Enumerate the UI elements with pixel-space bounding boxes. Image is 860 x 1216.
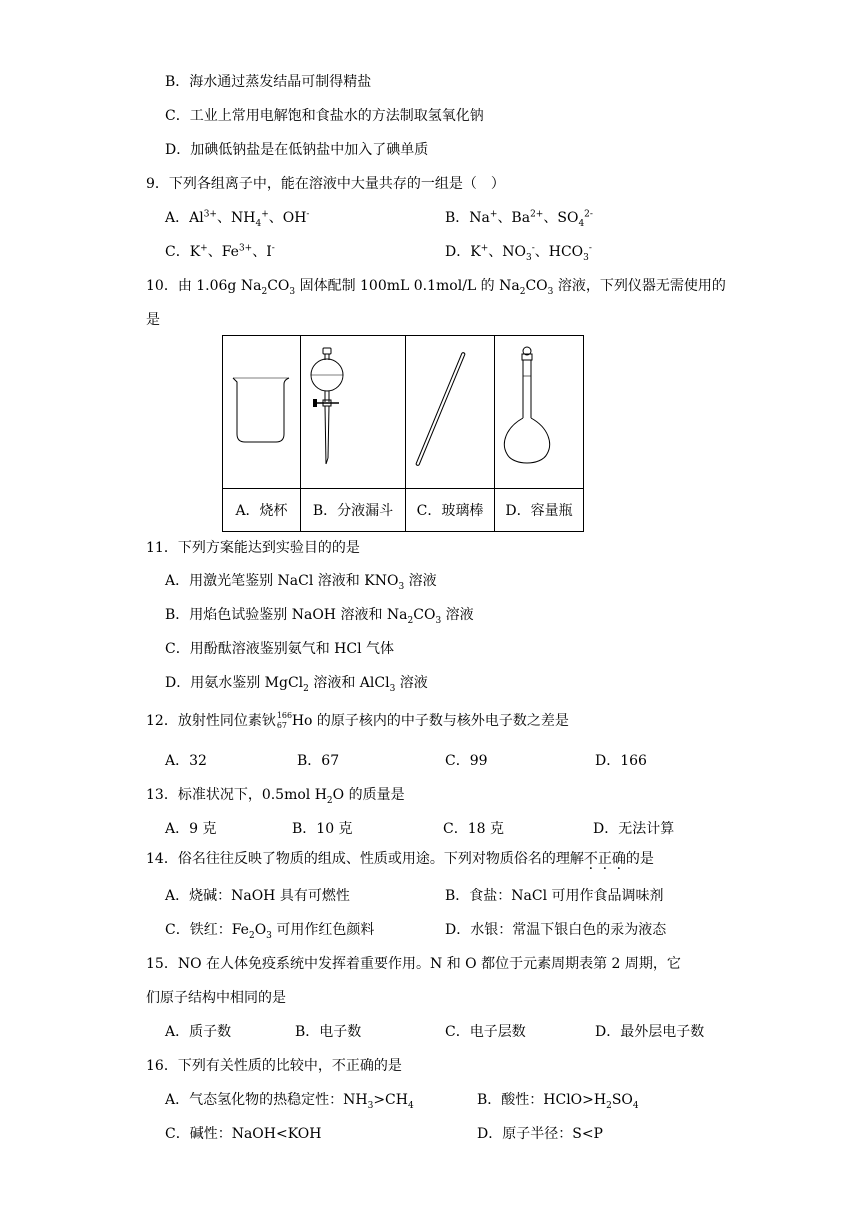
q10-stem-line2: 是 bbox=[146, 312, 160, 328]
q15-option-d: D．最外层电子数 bbox=[595, 1024, 705, 1040]
emphasis-dot-2: 正 bbox=[597, 851, 612, 867]
q12-stem: 12．放射性同位素钬 166 67 Ho 的原子核内的中子数与核外电子数之差是 bbox=[146, 711, 569, 730]
q13-option-a: A．9 克 bbox=[165, 821, 217, 837]
q9-option-a: A．$Al^{3+}$、$NH_4^+$、OH- bbox=[165, 209, 310, 229]
q13-option-b: B．10 克 bbox=[292, 821, 353, 837]
emphasis-dot-3: 确 bbox=[611, 851, 626, 867]
caption-d: D．容量瓶 bbox=[495, 489, 584, 532]
q16-option-d: D．原子半径：S<P bbox=[477, 1126, 603, 1142]
q13-option-c: C．18 克 bbox=[443, 821, 504, 837]
apparatus-table bbox=[222, 335, 584, 532]
q15-option-a: A．质子数 bbox=[165, 1024, 232, 1040]
emphasis-dot-1: 不 bbox=[583, 851, 598, 867]
q15-option-c: C．电子层数 bbox=[445, 1024, 526, 1040]
q8-option-d: D．加碘低钠盐是在低钠盐中加入了碘单质 bbox=[165, 142, 429, 158]
q9-option-d: D．K+、$NO_3^-$、$HCO_3^-$ bbox=[445, 243, 592, 263]
glass-rod-icon bbox=[406, 336, 494, 484]
q15-stem-line1: 15．NO 在人体免疫系统中发挥着重要作用。N 和 O 都位于元素周期表第 2 周期，它 bbox=[146, 956, 681, 972]
q9-stem: 9．下列各组离子中，能在溶液中大量共存的一组是（ ） bbox=[146, 176, 505, 192]
q14-option-b: B．食盐：NaCl 可用作食品调味剂 bbox=[445, 888, 664, 904]
isotope-notation: 166 67 bbox=[276, 711, 293, 730]
q16-option-a: A．气态氢化物的热稳定性：$NH_3>CH_4$ bbox=[165, 1092, 414, 1111]
beaker-icon bbox=[223, 336, 300, 484]
separatory-funnel-icon bbox=[301, 336, 405, 484]
q8-option-c: C．工业上常用电解饱和食盐水的方法制取氢氧化钠 bbox=[165, 108, 484, 124]
q14-stem: 14．俗名往往反映了物质的组成、性质或用途。下列对物质俗名的理解不正确的是 bbox=[146, 851, 654, 867]
q11-option-c: C．用酚酞溶液鉴别氨气和 HCl 气体 bbox=[165, 641, 395, 657]
q8-option-b: B．海水通过蒸发结晶可制得精盐 bbox=[165, 74, 372, 90]
q15-stem-line2: 们原子结构中相同的是 bbox=[146, 990, 286, 1006]
volumetric-flask-icon bbox=[495, 336, 583, 484]
q9-option-c: C．K+、$Fe^{3+}$、I- bbox=[165, 243, 275, 260]
beaker-cell bbox=[223, 336, 301, 489]
q12-option-c: C．99 bbox=[445, 753, 488, 769]
q11-option-d: D．用氨水鉴别 MgCl$_2$ 溶液和 AlCl$_3$ 溶液 bbox=[165, 675, 428, 694]
q11-option-a: A．用激光笔鉴别 NaCl 溶液和 $KNO_3$ 溶液 bbox=[165, 573, 437, 592]
q14-option-a: A．烧碱：NaOH 具有可燃性 bbox=[165, 888, 350, 904]
q11-stem: 11．下列方案能达到实验目的的是 bbox=[146, 540, 360, 556]
q10-stem-line1: 10．由 1.06g $Na_2CO_3$ 固体配制 100mL 0.1mol/L 的 $Na_2CO_3$ 溶液，下列仪器无需使用的 bbox=[146, 278, 726, 297]
caption-b: B．分液漏斗 bbox=[301, 489, 406, 532]
q14-option-d: D．水银：常温下银白色的汞为液态 bbox=[445, 922, 667, 938]
q14-option-c: C．铁红：$Fe_2O_3$ 可用作红色颜料 bbox=[165, 922, 375, 941]
q16-stem: 16．下列有关性质的比较中，不正确的是 bbox=[146, 1058, 402, 1074]
glass-rod-cell bbox=[406, 336, 495, 489]
caption-c: C．玻璃棒 bbox=[406, 489, 495, 532]
q11-option-b: B．用焰色试验鉴别 NaOH 溶液和 $Na_2CO_3$ 溶液 bbox=[165, 607, 474, 626]
q16-option-b: B．酸性：$HClO>H_2SO_4$ bbox=[477, 1092, 639, 1111]
q12-option-d: D．166 bbox=[595, 753, 647, 769]
q12-option-a: A．32 bbox=[165, 753, 207, 769]
q15-option-b: B．电子数 bbox=[295, 1024, 362, 1040]
q13-stem: 13．标准状况下，0.5mol $H_2O$ 的质量是 bbox=[146, 787, 405, 806]
q13-option-d: D．无法计算 bbox=[593, 821, 675, 837]
q16-option-c: C．碱性：NaOH<KOH bbox=[165, 1126, 322, 1142]
caption-a: A．烧杯 bbox=[223, 489, 301, 532]
q12-option-b: B．67 bbox=[297, 753, 340, 769]
separatory-funnel-cell bbox=[301, 336, 406, 489]
volumetric-flask-cell bbox=[495, 336, 584, 489]
q9-option-b: B．Na+、$Ba^{2+}$、$SO_4^{2-}$ bbox=[445, 209, 593, 229]
